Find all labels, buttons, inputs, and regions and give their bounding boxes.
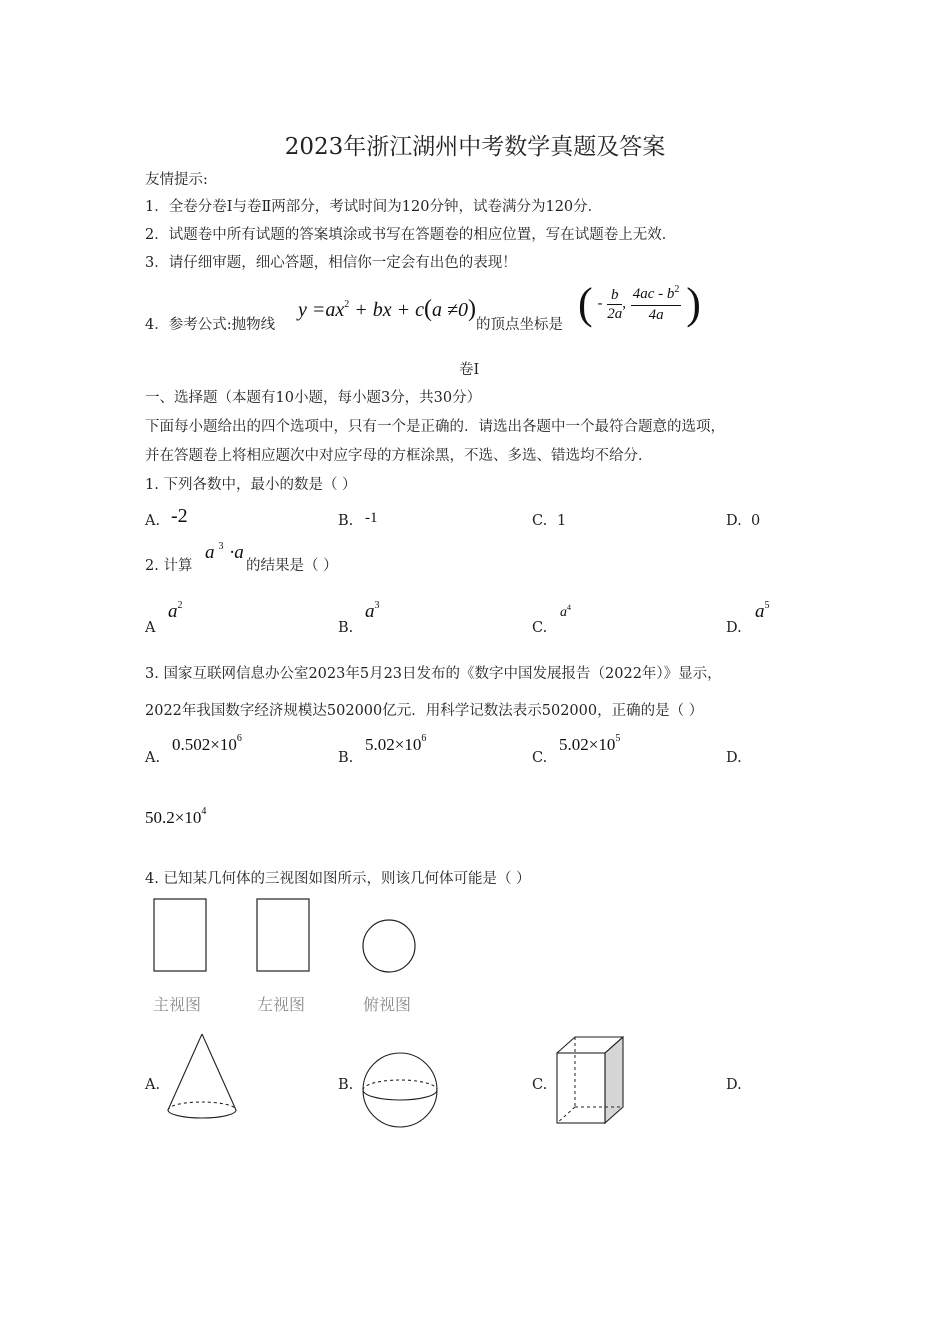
section-intro-line1: 下面每小题给出的四个选项中，只有一个是正确的．请选出各题中一个最符合题意的选项， bbox=[145, 419, 725, 435]
q3-a-base: 0.502×10 bbox=[172, 735, 237, 754]
q2-option-d-letter: D. bbox=[726, 620, 742, 636]
top-view-label: 俯视图 bbox=[363, 995, 412, 1014]
three-views-figure bbox=[150, 895, 430, 980]
side-view-label: 左视图 bbox=[257, 995, 306, 1014]
q2-c-base: a bbox=[560, 605, 567, 620]
q2-b-base: a bbox=[365, 601, 375, 622]
q3-d-exponent: 4 bbox=[201, 806, 207, 817]
q2-b-exponent: 3 bbox=[374, 600, 380, 611]
q2-expression bbox=[205, 541, 244, 564]
vertex-x-numerator: b bbox=[607, 286, 622, 305]
q3-a-exponent: 6 bbox=[236, 733, 242, 744]
q2-c-exponent: 4 bbox=[567, 603, 571, 612]
q3-option-a-value bbox=[172, 735, 242, 755]
tip-1: 1．全卷分卷Ⅰ与卷Ⅱ两部分，考试时间为120分钟，试卷满分为120分． bbox=[145, 199, 603, 215]
parabola-equation bbox=[298, 296, 476, 323]
vertex-y-numerator-exponent: 2 bbox=[674, 283, 680, 295]
q3-c-base: 5.02×10 bbox=[559, 735, 616, 754]
q4-option-b-letter: B. bbox=[338, 1077, 354, 1093]
vertex-close-paren: ) bbox=[686, 279, 701, 328]
q4-stem: 4. 已知某几何体的三视图如图所示，则该几何体可能是（ ） bbox=[145, 871, 531, 887]
q1-option-d-value: 0 bbox=[751, 513, 761, 529]
q3-line2: 2022年我国数字经济规模达502000亿元．用科学记数法表示502000，正确的是（ ） bbox=[145, 703, 704, 719]
vertex-x-fraction bbox=[607, 286, 622, 323]
cone-icon bbox=[164, 1030, 240, 1126]
formula-middle: 的顶点坐标是 bbox=[476, 317, 563, 333]
q3-option-b-value bbox=[365, 735, 426, 755]
section-heading: 一、选择题（本题有10小题，每小题3分，共30分） bbox=[145, 390, 482, 406]
q2-expr-exponent: 3 bbox=[218, 541, 224, 552]
q3-option-c-letter: C. bbox=[532, 750, 548, 766]
rectangular-prism-icon bbox=[553, 1033, 629, 1127]
vertex-y-numerator-base: 4ac - b bbox=[632, 285, 675, 302]
formula-prefix: 4．参考公式:抛物线 bbox=[145, 317, 276, 333]
q4-option-d-letter: D. bbox=[726, 1077, 742, 1093]
vertex-open-paren: ( bbox=[578, 279, 593, 328]
vertex-comma: , bbox=[622, 295, 626, 312]
q2-option-a-value bbox=[168, 600, 183, 623]
side-view-rectangle bbox=[257, 899, 309, 971]
top-view-circle bbox=[363, 920, 415, 972]
sphere-icon bbox=[360, 1050, 440, 1130]
q2-option-b-value bbox=[365, 600, 380, 623]
vertex-x-denominator: 2a bbox=[607, 305, 623, 322]
q2-a-base: a bbox=[168, 601, 178, 622]
equation-paren: ( bbox=[424, 296, 432, 322]
q3-option-c-value bbox=[559, 735, 620, 755]
q3-option-d-letter: D. bbox=[726, 750, 742, 766]
tips-heading: 友情提示: bbox=[145, 172, 208, 188]
q2-expr-dot: ·a bbox=[229, 542, 244, 563]
q2-expr-base: a bbox=[205, 542, 215, 563]
q2-suffix: 的结果是（ ） bbox=[246, 558, 338, 574]
equation-part: a ≠0 bbox=[432, 299, 468, 321]
q2-option-c-value bbox=[560, 604, 571, 621]
equation-exponent: 2 bbox=[344, 299, 350, 310]
tip-2: 2．试题卷中所有试题的答案填涂或书写在答题卷的相应位置，写在试题卷上无效． bbox=[145, 227, 677, 243]
q2-option-b-letter: B. bbox=[338, 620, 354, 636]
q1-option-b-letter: B. bbox=[338, 513, 354, 529]
q1-option-b-value: -1 bbox=[365, 510, 378, 526]
vertex-formula bbox=[578, 279, 701, 328]
q1-option-c-value: 1 bbox=[557, 513, 567, 529]
vertex-y-fraction bbox=[631, 285, 682, 324]
vertex-minus: - bbox=[597, 295, 603, 312]
front-view-rectangle bbox=[154, 899, 206, 971]
tip-3: 3．请仔细审题，细心答题，相信你一定会有出色的表现！ bbox=[145, 255, 517, 271]
q2-d-exponent: 5 bbox=[764, 600, 770, 611]
q3-option-d-value bbox=[145, 808, 206, 828]
q2-option-c-letter: C. bbox=[532, 620, 548, 636]
q4-option-a-letter: A. bbox=[145, 1077, 161, 1093]
q3-option-a-letter: A. bbox=[145, 750, 161, 766]
q3-line1: 3. 国家互联网信息办公室2023年5月23日发布的《数字中国发展报告（2022年）》显示， bbox=[145, 666, 722, 682]
q3-option-b-letter: B. bbox=[338, 750, 354, 766]
q2-d-base: a bbox=[755, 601, 765, 622]
q1-option-a-value: -2 bbox=[171, 505, 188, 527]
q1-option-c-letter: C. bbox=[532, 513, 548, 529]
equation-part: y =ax bbox=[298, 299, 345, 321]
section-intro-line2: 并在答题卷上将相应题次中对应字母的方框涂黑，不选、多选、错选均不给分． bbox=[145, 448, 653, 464]
vertex-y-numerator bbox=[631, 285, 682, 306]
q2-a-exponent: 2 bbox=[177, 600, 183, 611]
q3-b-exponent: 6 bbox=[421, 733, 427, 744]
front-view-label: 主视图 bbox=[153, 995, 202, 1014]
q3-d-base: 50.2×10 bbox=[145, 808, 202, 827]
q2-option-a-letter: A bbox=[145, 620, 156, 636]
q1-option-d-letter: D. bbox=[726, 513, 742, 529]
equation-paren: ) bbox=[467, 296, 476, 322]
q1-option-a-letter: A. bbox=[145, 513, 161, 529]
q2-option-d-value bbox=[755, 600, 770, 623]
vertex-y-denominator: 4a bbox=[648, 306, 664, 323]
page-title: 2023年浙江湖州中考数学真题及答案 bbox=[284, 134, 666, 160]
q3-c-exponent: 5 bbox=[615, 733, 621, 744]
equation-part: + bx + c bbox=[349, 299, 424, 321]
q1-stem: 1. 下列各数中，最小的数是（ ） bbox=[145, 477, 357, 493]
q2-prefix: 2. 计算 bbox=[145, 558, 193, 574]
q4-option-c-letter: C. bbox=[532, 1077, 548, 1093]
q3-b-base: 5.02×10 bbox=[365, 735, 422, 754]
section-label: 卷Ⅰ bbox=[459, 362, 480, 378]
